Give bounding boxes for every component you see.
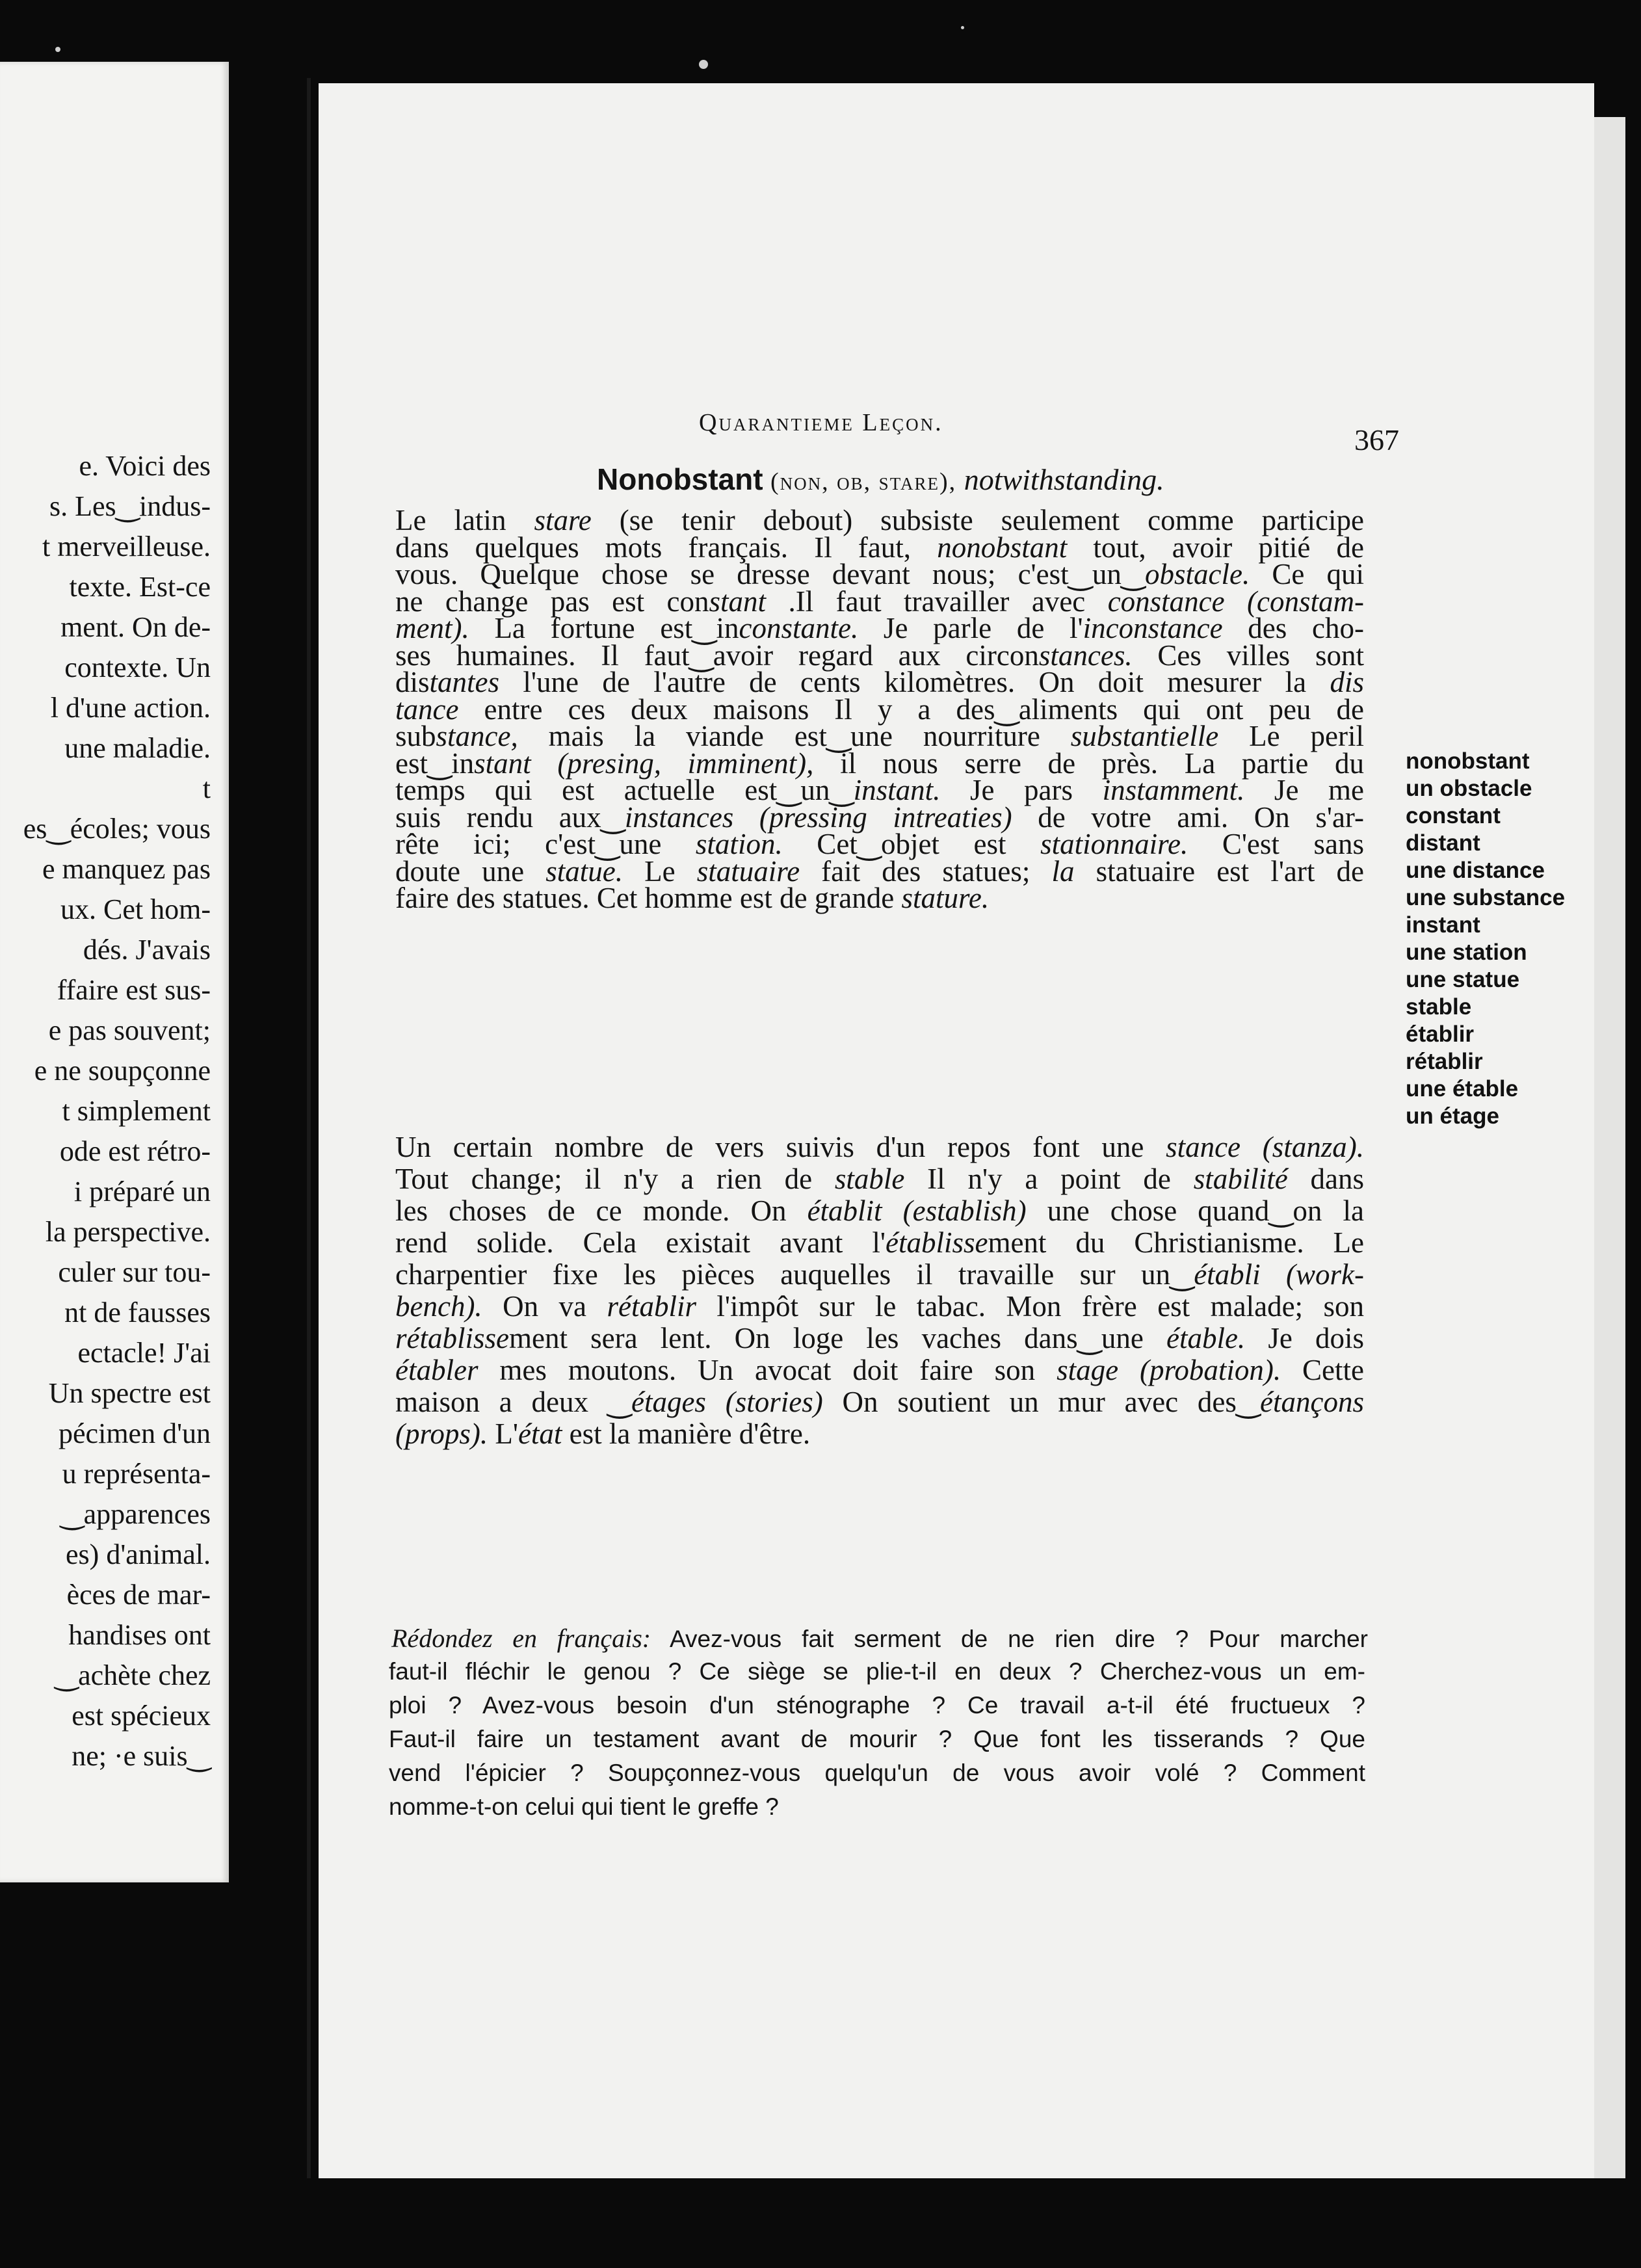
body-text-run: maison a deux ‿ (395, 1386, 631, 1418)
running-header: Quarantieme Leçon. (699, 409, 943, 436)
italic-term: stant (709, 585, 767, 618)
margin-word: stable (1406, 994, 1472, 1020)
margin-word: une étable (1406, 1076, 1519, 1101)
scan-speck (699, 60, 708, 69)
body-text-run: C'est sans (1188, 828, 1365, 860)
left-page-line: es) d'animal. (66, 1538, 211, 1570)
italic-term: statue. (545, 854, 623, 888)
body-line (395, 1292, 1364, 1321)
body-line (395, 1324, 1364, 1353)
italic-term: constante. (739, 612, 859, 644)
italic-term: nonobstant (937, 531, 1068, 564)
italic-term: étançons (1260, 1386, 1364, 1418)
italic-term: étages (stories) (631, 1386, 823, 1418)
italic-term: établi (work- (1194, 1258, 1365, 1291)
left-page-line: l d'une action. (50, 692, 211, 724)
body-text-run: tout, avoir pitié de (1067, 531, 1364, 564)
body-line (395, 1419, 1364, 1449)
italic-term: la (1051, 854, 1075, 888)
margin-word: un étage (1406, 1103, 1499, 1129)
body-text-run: Je me (1244, 774, 1364, 806)
left-page-line: es‿écoles; vous (23, 813, 211, 845)
body-text-run: Un certain nombre de vers suivis d'un repos font une (395, 1131, 1166, 1163)
italic-term: stage (probation). (1057, 1354, 1281, 1386)
italic-term: stabilité (1193, 1163, 1288, 1195)
body-text-run: ne change pas est con (395, 585, 709, 618)
exercise-line (389, 1727, 1365, 1751)
body-text-run: Cet‿objet est (782, 828, 1041, 860)
left-page-line: e. Voici des (79, 450, 211, 482)
italic-term: obstacle. (1144, 558, 1250, 590)
body-text-run: Le (622, 854, 697, 888)
body-text-run: dis (395, 666, 430, 698)
body-text-run: .Il faut travailler avec (766, 585, 1108, 618)
scan-speck (55, 47, 60, 52)
page-edge (1594, 117, 1625, 2178)
body-text-run: Le peril (1218, 720, 1364, 752)
page-number: 367 (1354, 423, 1399, 456)
left-page-line: une maladie. (64, 732, 211, 764)
left-facing-page (0, 62, 229, 1882)
left-page-line: ux. Cet hom- (60, 893, 211, 925)
italic-term: station. (695, 828, 783, 860)
italic-term: stationnaire. (1040, 828, 1188, 860)
exercise-question-text: nomme-t-on celui qui tient le greffe ? (389, 1793, 779, 1820)
italic-term: stance, (436, 720, 518, 752)
body-text-run: rend solide. Cela existait avant l' (395, 1226, 886, 1259)
book-gutter (307, 78, 311, 2178)
left-page-line: s. Les‿indus- (49, 490, 211, 522)
margin-vocabulary (1406, 748, 1565, 1130)
body-text-run: ment sera lent. On loge les vaches dans‿une (509, 1322, 1166, 1354)
italic-term: inconstance (1083, 612, 1223, 644)
body-text-run: sub (395, 720, 436, 752)
italic-term: stable (834, 1163, 905, 1195)
italic-term: établer (395, 1354, 479, 1386)
body-text-run: il nous serre de près. La partie du (813, 746, 1365, 780)
body-line (395, 1260, 1364, 1289)
margin-word: une distance (1406, 858, 1545, 883)
margin-word: une station (1406, 940, 1527, 965)
body-text-run: temps qui est actuelle est‿un‿ (395, 774, 854, 806)
body-line (395, 1133, 1364, 1162)
body-text-run: Cette (1281, 1354, 1364, 1386)
left-page-line: i préparé un (73, 1176, 211, 1207)
body-text-run: La fortune est‿in (469, 612, 739, 644)
italic-term: stature. (901, 882, 990, 914)
body-text-run: les choses de ce monde. On (395, 1194, 807, 1227)
italic-term: statuaire (696, 854, 800, 888)
margin-word: constant (1406, 803, 1501, 828)
left-page-line: ‿achète chez (55, 1659, 211, 1691)
body-text-run: dans (1287, 1163, 1364, 1195)
italic-term: instamment. (1102, 774, 1245, 806)
body-text-run: Ce qui (1250, 558, 1364, 590)
body-text-run: entre ces deux maisons Il y a des‿aliments qui ont peu de (458, 692, 1364, 726)
exercise-line (389, 1693, 1365, 1717)
body-text-run: L' (488, 1418, 518, 1450)
scan-speck (961, 26, 964, 29)
body-text-run: Ces villes sont (1132, 639, 1364, 672)
body-text-run: l'impôt sur le tabac. Mon frère est malade; son (696, 1290, 1364, 1323)
left-page-line: dés. J'avais (83, 934, 211, 966)
body-line (395, 1165, 1364, 1194)
left-page-line: ectacle! J'ai (77, 1337, 211, 1369)
body-line (395, 1356, 1364, 1385)
italic-term: stare (534, 504, 592, 536)
body-text-run: des cho- (1222, 612, 1364, 644)
body-text-run: rête ici; c'est‿une (395, 828, 696, 860)
left-page-line: t simplement (62, 1095, 211, 1127)
title-translation: notwithstanding. (964, 463, 1164, 496)
body-text-run: mais la viande est‿une nourriture (518, 720, 1071, 752)
italic-term: instances (pressing intreaties) (624, 800, 1012, 834)
body-text-run: doute une (395, 854, 546, 888)
body-text-run: Tout change; il n'y a rien de (395, 1163, 835, 1195)
italic-term: étable. (1166, 1322, 1246, 1354)
margin-word: un obstacle (1406, 776, 1532, 801)
body-text-run: Je parle de l' (858, 612, 1083, 644)
italic-term: établit (establish) (807, 1194, 1027, 1227)
title-headword: Nonobstant (597, 462, 763, 496)
body-text-run: dans quelques mots français. Il faut, (395, 531, 938, 564)
body-text-run: fait des statues; (800, 854, 1052, 888)
body-text-run: ses humaines. Il faut‿avoir regard aux circon (395, 639, 1039, 672)
exercise-line (389, 1761, 1365, 1785)
body-text-run: statuaire est l'art de (1074, 854, 1364, 888)
italic-term: stances. (1038, 639, 1133, 672)
body-text-run: de votre ami. On s'ar- (1012, 800, 1364, 834)
exercise-question-text: faut-il fléchir le genou ? Ce siège se plie-t-il en deux ? Cherchez-vous un em- (389, 1658, 1365, 1685)
section-title (597, 462, 1164, 497)
margin-word: une statue (1406, 967, 1520, 992)
left-page-line: handises ont (68, 1619, 211, 1651)
exercise-line (391, 1626, 1368, 1652)
body-text-run: l'une de l'autre de cents kilomètres. On doit mesurer la (499, 666, 1330, 698)
italic-term: bench). (395, 1290, 482, 1323)
left-page-line: ‿apparences (60, 1498, 211, 1530)
left-page-line: ne; ·e suis‿ (72, 1740, 211, 1772)
body-text-run: On soutient un mur avec des‿ (822, 1386, 1261, 1418)
italic-term: constance (constam- (1107, 585, 1364, 618)
body-line (395, 1196, 1364, 1226)
body-text-run: est la manière d'être. (562, 1418, 811, 1450)
margin-word: une substance (1406, 885, 1566, 910)
left-page-line: Un spectre est (48, 1377, 211, 1409)
margin-word: nonobstant (1406, 748, 1530, 774)
margin-word: établir (1406, 1022, 1475, 1047)
italic-term: substantielle (1070, 720, 1219, 752)
title-etymology: (non, ob, stare), (770, 468, 957, 495)
exercise-question-text: vend l'épicier ? Soupçonnez-vous quelqu'un de vous avoir volé ? Comment (389, 1760, 1365, 1786)
body-text-run: charpentier fixe les pièces auquelles il travaille sur un‿ (395, 1258, 1194, 1291)
left-page-line: ode est rétro- (59, 1135, 211, 1167)
italic-term: (props). (395, 1418, 488, 1450)
body-line (395, 1388, 1364, 1417)
italic-term: stant (presing, imminent), (474, 746, 814, 780)
italic-term: stance (stanza). (1166, 1131, 1364, 1163)
left-page-line: est spécieux (72, 1700, 211, 1732)
body-text-run: suis rendu aux‿ (395, 800, 625, 834)
left-page-line: la perspective. (45, 1216, 211, 1248)
margin-word: instant (1406, 912, 1480, 938)
exercise-line (389, 1659, 1365, 1683)
italic-term: ment). (395, 612, 469, 644)
body-text-run: est‿in (395, 746, 475, 780)
body-text-run: (se tenir debout) subsiste seulement comme participe (591, 504, 1364, 536)
italic-term: instant. (853, 774, 941, 806)
italic-term: dis (1330, 666, 1364, 698)
body-text-run: Je pars (940, 774, 1103, 806)
italic-term: tance (395, 692, 459, 726)
left-page-line: e ne soupçonne (34, 1055, 211, 1087)
margin-word: rétablir (1406, 1049, 1483, 1074)
exercise-instruction: Rédondez en français: (391, 1624, 651, 1653)
left-page-line: culer sur tou- (58, 1256, 211, 1288)
left-page-line: ffaire est sus- (57, 974, 211, 1006)
body-text-run: faire des statues. Cet homme est de grande (395, 882, 902, 914)
left-page-line: contexte. Un (64, 652, 211, 683)
body-text-run: Le latin (395, 504, 534, 536)
margin-word: distant (1406, 830, 1480, 856)
left-page-line: èces de mar- (66, 1579, 211, 1611)
left-page-line: pécimen d'un (59, 1418, 211, 1449)
body-text-run: vous. Quelque chose se dresse devant nous; c'est‿un‿ (395, 558, 1145, 590)
italic-term: rétablir (607, 1290, 696, 1323)
left-page-line: ment. On de- (60, 611, 211, 643)
exercise-question-text: Avez-vous fait serment de ne rien dire ? Pour marcher (670, 1626, 1368, 1652)
body-text-run: mes moutons. Un avocat doit faire son (478, 1354, 1057, 1386)
body-text-run: ment du Christianisme. Le (988, 1226, 1364, 1259)
exercise-line (389, 1795, 1365, 1819)
body-line (395, 1228, 1364, 1258)
exercise-question-text: Faut-il faire un testament avant de mourir ? Que font les tisserands ? Que (389, 1726, 1365, 1752)
italic-term: état (518, 1418, 562, 1450)
left-page-line: nt de fausses (64, 1297, 211, 1328)
left-page-line: t (202, 772, 211, 804)
left-page-line: e pas souvent; (48, 1014, 211, 1046)
body-text-run: une chose quand‿on la (1026, 1194, 1364, 1227)
body-text-run: Il n'y a point de (904, 1163, 1194, 1195)
left-page-line: e manquez pas (42, 853, 211, 885)
italic-term: rétablisse (395, 1322, 509, 1354)
body-text-run: On va (482, 1290, 607, 1323)
body-line (395, 884, 1364, 913)
italic-term: tantes (429, 666, 500, 698)
left-page-line: u représenta- (62, 1458, 211, 1490)
left-page-line: texte. Est-ce (69, 571, 211, 603)
left-page-line: t merveilleuse. (42, 531, 211, 562)
italic-term: établisse (885, 1226, 988, 1259)
exercise-question-text: ploi ? Avez-vous besoin d'un sténographe ? Ce travail a-t-il été fructueux ? (389, 1692, 1365, 1719)
body-text-run: Je dois (1245, 1322, 1364, 1354)
